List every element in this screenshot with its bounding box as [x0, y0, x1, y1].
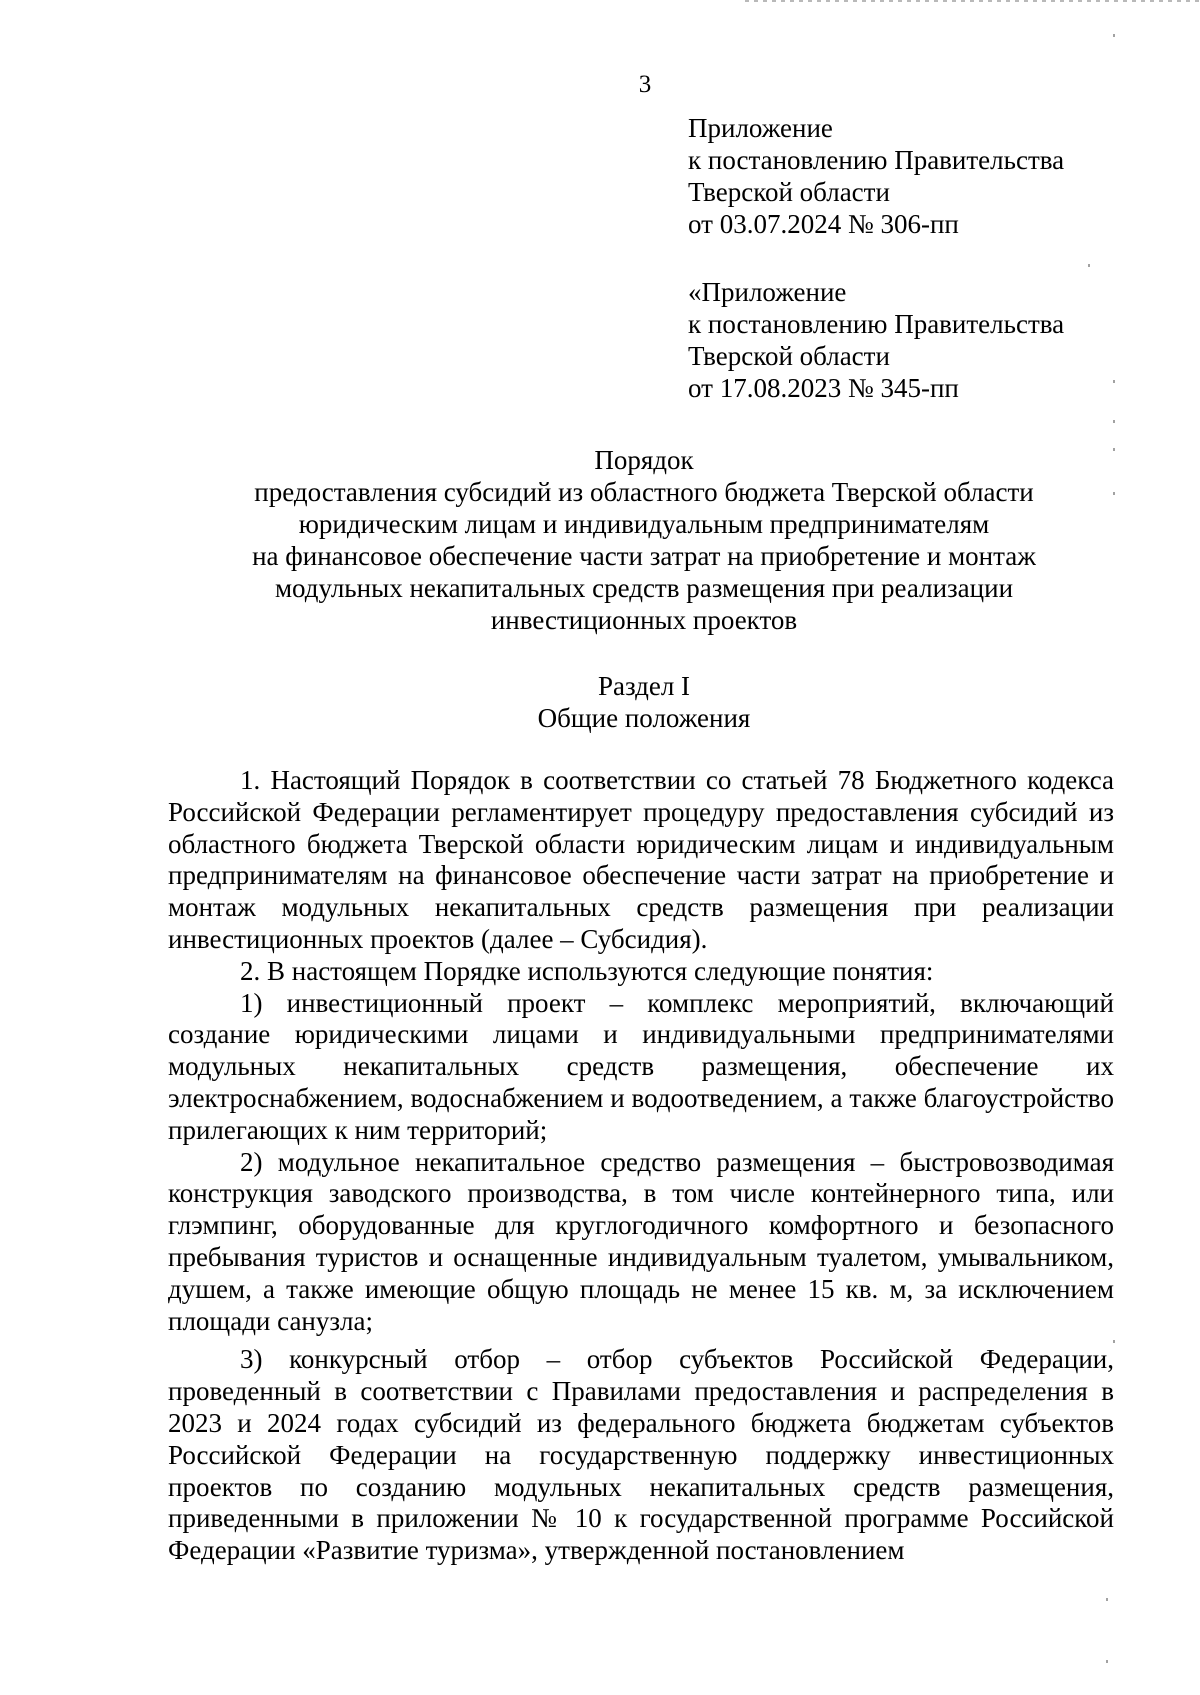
page-number: 3	[638, 71, 652, 98]
approval-line: от 17.08.2023 № 345-пп	[688, 373, 959, 403]
paragraph-2-item-3: 3) конкурсный отбор – отбор субъектов Российской Федерации, проведенный в соответствии с Правилами предоставления и распределения в 2023 и 2024 годах субсидий из федерального бюджета бюджетам субъектов Российской Федерации на государственную поддержку инвестиционных проектов по созданию модульных некапитальных средств размещения, приведенными в приложении № 10 к государственной программе Российской Федерации «Развитие туризма», утвержденной постановлением	[168, 1344, 1114, 1566]
paragraph-2-item-2: 2) модульное некапитальное средство размещения – быстровозводимая конструкция заводского производства, в том числе контейнерного типа, или глэмпинг, оборудованные для круглогодичного комфортного и безопасного пребывания туристов и оснащенные индивидуальным туалетом, умывальником, душем, а также имеющие общую площадь не менее 15 кв. м, за исключением площади санузла;	[168, 1146, 1114, 1336]
scan-speck	[1113, 492, 1115, 495]
section-heading	[170, 670, 1118, 734]
approval-line: Тверской области	[688, 341, 890, 371]
scan-speck	[1113, 380, 1115, 383]
title-line: Порядок	[594, 445, 694, 475]
title-line: на финансовое обеспечение части затрат на приобретение и монтаж	[252, 541, 1036, 571]
approval-line: Приложение	[688, 113, 833, 143]
scan-speck	[1088, 264, 1090, 267]
title-line: предоставления субсидий из областного бюджета Тверской области	[254, 477, 1034, 507]
document-body	[168, 765, 1114, 1567]
paragraph-2: 2. В настоящем Порядке используются следующие понятия:	[240, 955, 934, 986]
title-line: инвестиционных проектов	[490, 605, 798, 635]
scan-speck	[1106, 1598, 1108, 1601]
scan-speck	[1113, 448, 1115, 451]
scan-speck	[1113, 420, 1115, 423]
approval-line: к постановлению Правительства	[688, 309, 1065, 339]
approval-line: от 03.07.2024 № 306-пп	[688, 209, 959, 239]
section-number: Раздел I	[597, 671, 691, 701]
paragraph-1: 1. Настоящий Порядок в соответствии со статьей 78 Бюджетного кодекса Российской Федерации регламентирует процедуру предоставления субсидий из областного бюджета Тверской области юридическим лицам и индивидуальным предпринимателям на финансовое обеспечение части затрат на приобретение и монтаж модульных некапитальных средств размещения при реализации инвестиционных проектов (далее – Субсидия).	[168, 765, 1114, 954]
scan-speck	[1106, 1660, 1108, 1663]
title-line: юридическим лицам и индивидуальным предпринимателям	[298, 509, 990, 539]
scan-speck	[1113, 1340, 1115, 1343]
scan-speck	[1113, 34, 1115, 37]
paragraph-2-item-1: 1) инвестиционный проект – комплекс мероприятий, включающий создание юридическими лицами и индивидуальными предпринимателями модульных некапитальных средств размещения, обеспечение их электроснабжением, водоснабжением и водоотведением, а также благоустройство прилегающих к ним территорий;	[168, 987, 1114, 1145]
approval-block-current	[688, 112, 1064, 240]
section-title: Общие положения	[537, 703, 751, 733]
approval-line: к постановлению Правительства	[688, 145, 1065, 175]
document-title	[170, 444, 1118, 636]
title-line: модульных некапитальных средств размещения при реализации	[274, 573, 1014, 603]
scan-edge-mark	[745, 0, 1200, 2]
approval-line: Тверской области	[688, 177, 890, 207]
approval-line: «Приложение	[688, 277, 847, 307]
approval-block-previous	[688, 276, 1064, 404]
